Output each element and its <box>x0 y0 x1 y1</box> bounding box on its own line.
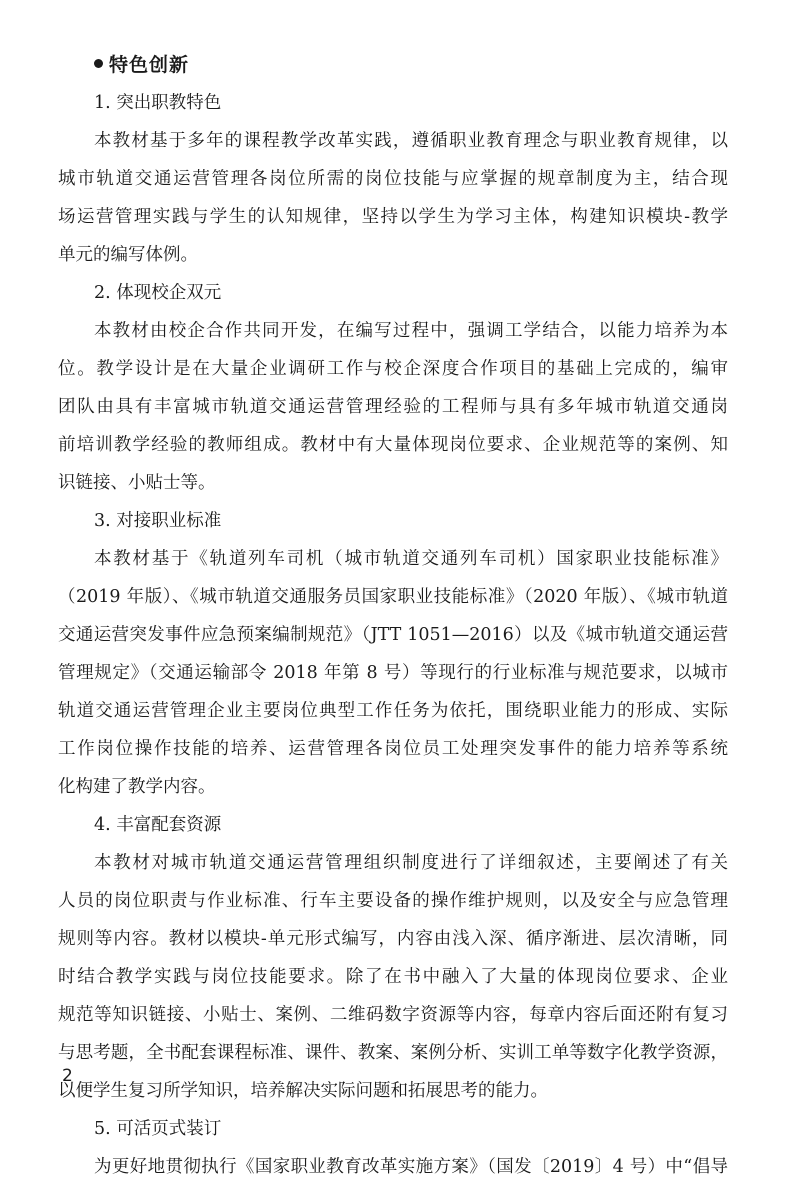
paragraph-line: 团队由具有丰富城市轨道交通运营管理经验的工程师与具有多年城市轨道交通岗 <box>58 397 728 417</box>
section-title-text: 特色创新 <box>109 54 190 76</box>
paragraph-line: 规则等内容。教材以模块-单元形式编写，内容由浅入深、循序渐进、层次清晰，同 <box>58 929 728 949</box>
paragraph-line: 与思考题，全书配套课程标准、课件、教案、案例分析、实训工单等数字化教学资源， <box>58 1043 728 1063</box>
paragraph-line: 轨道交通运营管理企业主要岗位典型工作任务为依托，围绕职业能力的形成、实际 <box>58 701 728 721</box>
paragraph-line: 识链接、小贴士等。 <box>58 473 216 493</box>
paragraph-line: 规范等知识链接、小贴士、案例、二维码数字资源等内容，每章内容后面还附有复习 <box>58 1005 728 1025</box>
subsection-heading: 5. 可活页式装订 <box>94 1119 222 1139</box>
page-number: 2 <box>62 1066 73 1086</box>
subsection-heading: 3. 对接职业标准 <box>94 511 222 531</box>
bullet-icon <box>94 59 103 68</box>
paragraph-line: 本教材由校企合作共同开发，在编写过程中，强调工学结合，以能力培养为本 <box>94 321 728 341</box>
paragraph-line: 以便学生复习所学知识，培养解决实际问题和拓展思考的能力。 <box>58 1081 548 1101</box>
subsection-heading: 2. 体现校企双元 <box>94 283 222 303</box>
paragraph-line: （2019 年版）、《城市轨道交通服务员国家职业技能标准》（2020 年版）、《城市轨道 <box>58 587 728 607</box>
paragraph-line: 为更好地贯彻执行《国家职业教育改革实施方案》（国发〔2019〕4 号）中“倡导 <box>94 1157 728 1177</box>
paragraph-line: 场运营管理实践与学生的认知规律，坚持以学生为学习主体，构建知识模块-教学 <box>58 207 728 227</box>
section-title <box>94 52 189 78</box>
paragraph-line: 本教材基于《轨道列车司机（城市轨道交通列车司机）国家职业技能标准》 <box>94 549 728 569</box>
paragraph-line: 时结合教学实践与岗位技能要求。除了在书中融入了大量的体现岗位要求、企业 <box>58 967 728 987</box>
paragraph-line: 人员的岗位职责与作业标准、行车主要设备的操作维护规则，以及安全与应急管理 <box>58 891 728 911</box>
paragraph-line: 本教材基于多年的课程教学改革实践，遵循职业教育理念与职业教育规律，以 <box>94 131 728 151</box>
paragraph-line: 单元的编写体例。 <box>58 245 198 265</box>
paragraph-line: 城市轨道交通运营管理各岗位所需的岗位技能与应掌握的规章制度为主，结合现 <box>58 169 728 189</box>
paragraph-line: 位。教学设计是在大量企业调研工作与校企深度合作项目的基础上完成的，编审 <box>58 359 728 379</box>
paragraph-line: 前培训教学经验的教师组成。教材中有大量体现岗位要求、企业规范等的案例、知 <box>58 435 728 455</box>
paragraph-line: 管理规定》（交通运输部令 2018 年第 8 号）等现行的行业标准与规范要求，以城市 <box>58 663 728 683</box>
paragraph-line: 本教材对城市轨道交通运营管理组织制度进行了详细叙述，主要阐述了有关 <box>94 853 728 873</box>
paragraph-line: 化构建了教学内容。 <box>58 777 216 797</box>
paragraph-line: 工作岗位操作技能的培养、运营管理各岗位员工处理突发事件的能力培养等系统 <box>58 739 728 759</box>
subsection-heading: 4. 丰富配套资源 <box>94 815 222 835</box>
paragraph-line: 交通运营突发事件应急预案编制规范》（JTT 1051—2016）以及《城市轨道交通运营 <box>58 625 728 645</box>
subsection-heading: 1. 突出职教特色 <box>94 93 222 113</box>
body-text <box>58 84 728 1186</box>
